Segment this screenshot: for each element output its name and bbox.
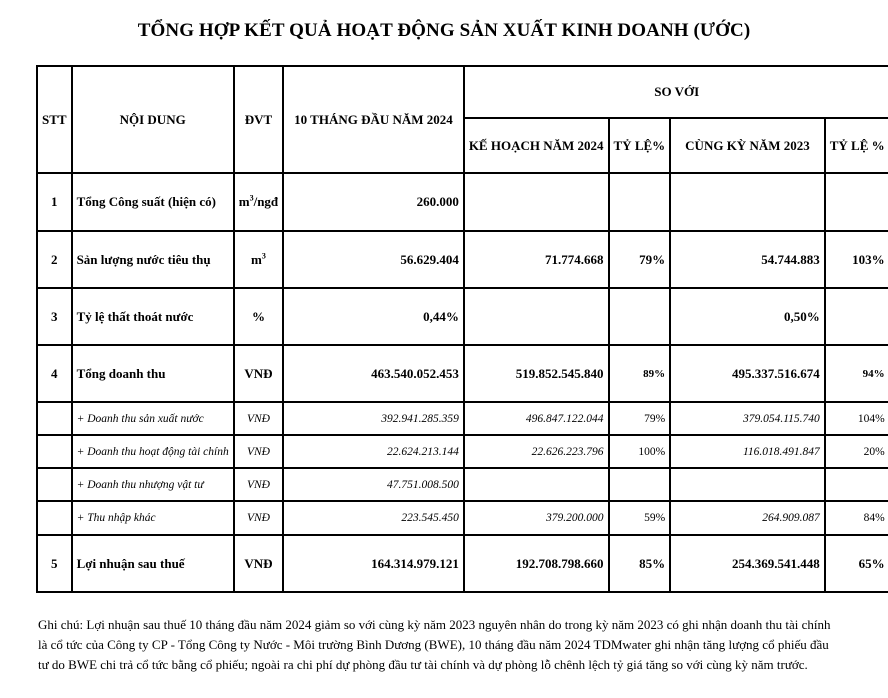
cell-stt: 1 (37, 173, 72, 231)
cell-ty-le-2 (825, 288, 888, 345)
cell-noi-dung: Tỷ lệ thất thoát nước (72, 288, 234, 345)
cell-dvt (234, 173, 283, 231)
cell-ty-le-1 (609, 173, 671, 231)
cell-cung-ky (670, 468, 825, 501)
cell-10-thang: 463.540.052.453 (283, 345, 464, 402)
header-ty-le-1: TỶ LỆ% (609, 118, 671, 173)
header-ke-hoach: KẾ HOẠCH NĂM 2024 (464, 118, 609, 173)
cell-cung-ky: 54.744.883 (670, 231, 825, 288)
table-row (37, 231, 888, 288)
cell-dvt (234, 231, 283, 288)
cell-cung-ky: 264.909.087 (670, 501, 825, 535)
cell-noi-dung: + Doanh thu sản xuất nước (72, 402, 234, 435)
cell-ke-hoach: 496.847.122.044 (464, 402, 609, 435)
cell-ty-le-1: 100% (609, 435, 671, 468)
header-stt: STT (37, 66, 72, 173)
cell-stt (37, 402, 72, 435)
cell-noi-dung: Tổng Công suất (hiện có) (72, 173, 234, 231)
cell-noi-dung: + Doanh thu hoạt động tài chính (72, 435, 234, 468)
cell-ty-le-1: 79% (609, 402, 671, 435)
table-row (37, 288, 888, 345)
cell-dvt: % (234, 288, 283, 345)
table-row (37, 402, 888, 435)
cell-dvt: VNĐ (234, 345, 283, 402)
cell-cung-ky (670, 173, 825, 231)
header-dvt: ĐVT (234, 66, 283, 173)
cell-ty-le-2: 104% (825, 402, 888, 435)
dvt-base: m (251, 251, 262, 267)
cell-dvt: VNĐ (234, 435, 283, 468)
header-10-thang: 10 THÁNG ĐẦU NĂM 2024 (283, 66, 464, 173)
cell-10-thang: 22.624.213.144 (283, 435, 464, 468)
cell-noi-dung: + Doanh thu nhượng vật tư (72, 468, 234, 501)
cell-ty-le-1 (609, 468, 671, 501)
cell-10-thang: 47.751.008.500 (283, 468, 464, 501)
cell-cung-ky: 254.369.541.448 (670, 535, 825, 592)
cell-noi-dung: Tổng doanh thu (72, 345, 234, 402)
cell-cung-ky: 116.018.491.847 (670, 435, 825, 468)
cell-noi-dung: + Thu nhập khác (72, 501, 234, 535)
cell-ty-le-1: 85% (609, 535, 671, 592)
cell-10-thang: 392.941.285.359 (283, 402, 464, 435)
cell-ke-hoach: 22.626.223.796 (464, 435, 609, 468)
cell-cung-ky: 379.054.115.740 (670, 402, 825, 435)
cell-dvt: VNĐ (234, 402, 283, 435)
header-so-voi: SO VỚI (464, 66, 888, 118)
cell-ke-hoach (464, 468, 609, 501)
cell-ke-hoach: 519.852.545.840 (464, 345, 609, 402)
cell-dvt: VNĐ (234, 535, 283, 592)
table-row (37, 435, 888, 468)
cell-ty-le-1: 79% (609, 231, 671, 288)
cell-noi-dung: Lợi nhuận sau thuế (72, 535, 234, 592)
table-row (37, 535, 888, 592)
cell-ke-hoach: 192.708.798.660 (464, 535, 609, 592)
cell-cung-ky: 495.337.516.674 (670, 345, 825, 402)
cell-10-thang: 164.314.979.121 (283, 535, 464, 592)
footnote: Ghi chú: Lợi nhuận sau thuế 10 tháng đầu năm 2024 giảm so với cùng kỳ năm 2023 nguyên nhân do trong kỳ năm 2023 có ghi nhận doanh thu tài chính là cổ tức của Công ty CP - Tổng Công ty Nước - Môi trường Bình Dương (BWE), 10 tháng đầu năm 2024 TDMwater ghi nhận tăng lượng cổ phiếu đầu tư do BWE chi trả cổ tức bằng cổ phiếu; ngoài ra chi phí dự phòng đầu tư tài chính và dự phòng lỗ chênh lệch tỷ giá tăng so với cùng kỳ năm trước. (38, 617, 831, 672)
cell-ty-le-2 (825, 468, 888, 501)
dvt-sup: 3 (261, 251, 266, 261)
cell-ty-le-1: 59% (609, 501, 671, 535)
dvt-base: m (238, 194, 250, 209)
table-row (37, 173, 888, 231)
cell-noi-dung: Sản lượng nước tiêu thụ (72, 231, 234, 288)
results-table (36, 65, 888, 593)
header-noi-dung: NỘI DUNG (72, 66, 234, 173)
cell-ty-le-2: 20% (825, 435, 888, 468)
cell-ty-le-2: 65% (825, 535, 888, 592)
table-row (37, 501, 888, 535)
cell-ke-hoach (464, 173, 609, 231)
table-row (37, 345, 888, 402)
cell-ke-hoach: 379.200.000 (464, 501, 609, 535)
table-row (37, 468, 888, 501)
cell-stt: 3 (37, 288, 72, 345)
cell-stt (37, 435, 72, 468)
cell-ty-le-1 (609, 288, 671, 345)
cell-10-thang: 260.000 (283, 173, 464, 231)
cell-dvt: VNĐ (234, 501, 283, 535)
cell-10-thang: 223.545.450 (283, 501, 464, 535)
cell-ty-le-2: 94% (825, 345, 888, 402)
dvt-tail: /ngđ (253, 194, 279, 209)
header-cung-ky: CÙNG KỲ NĂM 2023 (670, 118, 825, 173)
cell-ty-le-2: 84% (825, 501, 888, 535)
cell-ty-le-1: 89% (609, 345, 671, 402)
cell-ty-le-2 (825, 173, 888, 231)
cell-ke-hoach: 71.774.668 (464, 231, 609, 288)
header-row-top (37, 66, 888, 118)
cell-dvt: VNĐ (234, 468, 283, 501)
cell-cung-ky: 0,50% (670, 288, 825, 345)
dvt-sup: 3 (249, 193, 254, 203)
cell-stt (37, 501, 72, 535)
cell-ke-hoach (464, 288, 609, 345)
cell-10-thang: 0,44% (283, 288, 464, 345)
cell-stt: 2 (37, 231, 72, 288)
cell-stt: 4 (37, 345, 72, 402)
report-title: TỔNG HỢP KẾT QUẢ HOẠT ĐỘNG SẢN XUẤT KINH DOANH (ƯỚC) (137, 20, 751, 41)
cell-stt: 5 (37, 535, 72, 592)
cell-stt (37, 468, 72, 501)
cell-ty-le-2: 103% (825, 231, 888, 288)
cell-10-thang: 56.629.404 (283, 231, 464, 288)
header-ty-le-2: TỶ LỆ % (825, 118, 888, 173)
